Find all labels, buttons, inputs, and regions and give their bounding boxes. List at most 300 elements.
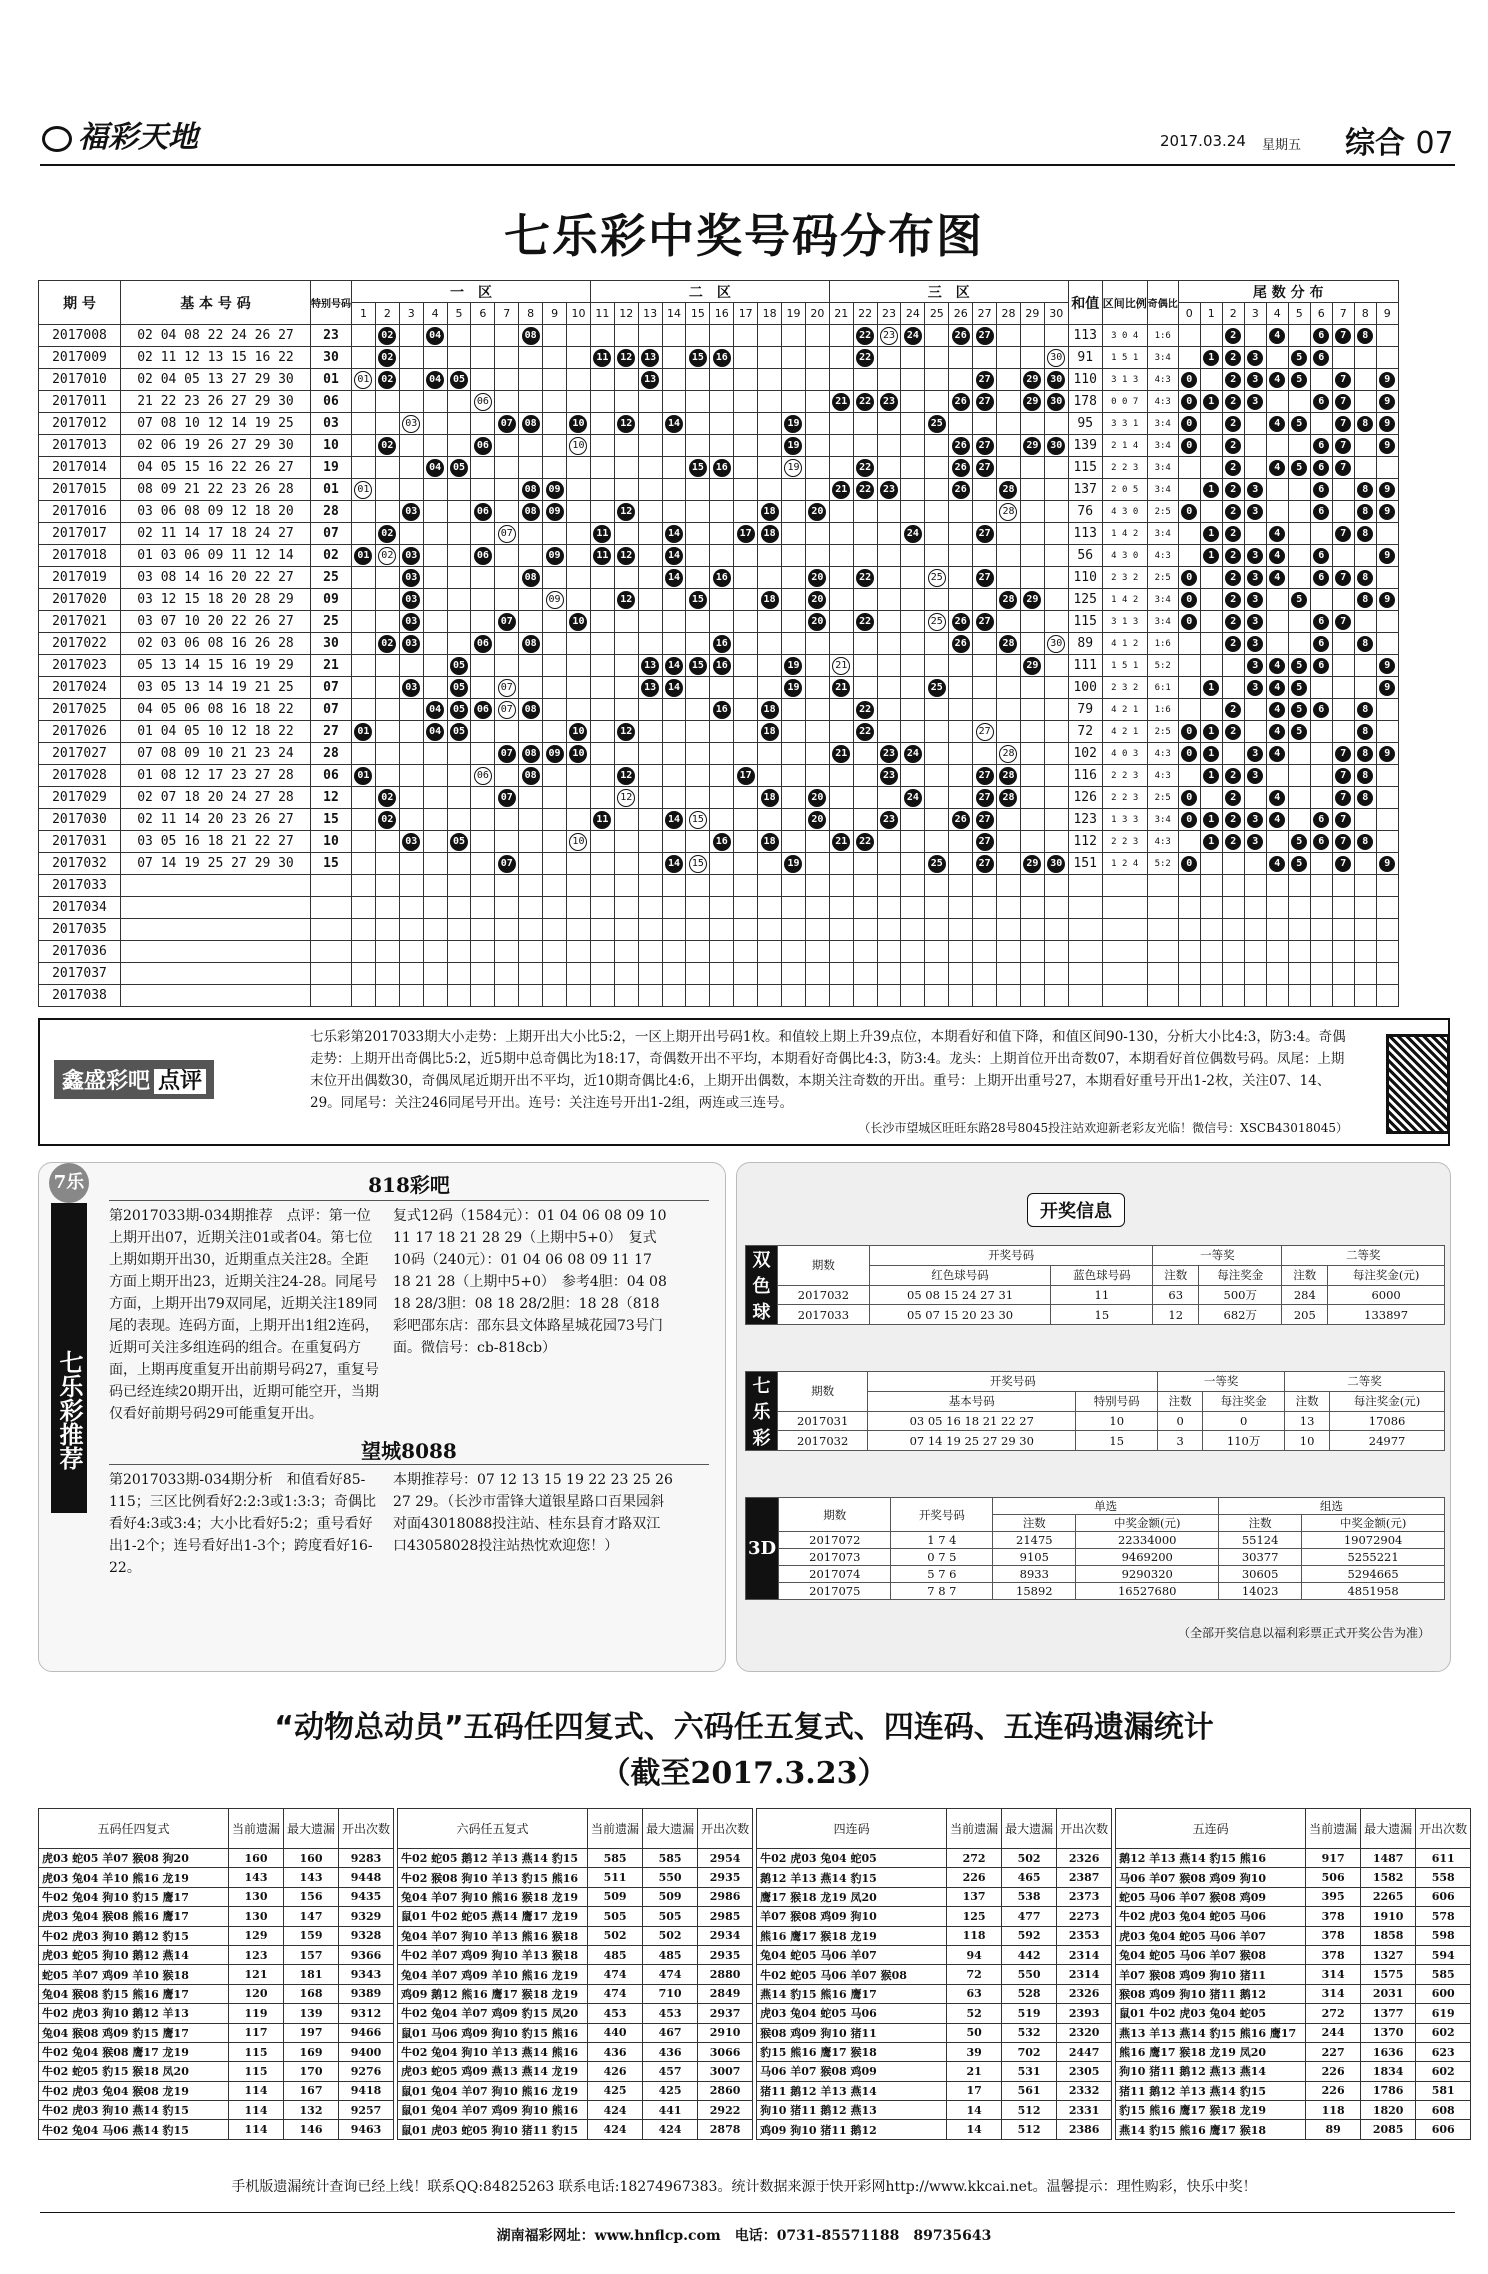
tail-cell xyxy=(1244,325,1266,347)
tail-mark: 3 xyxy=(1247,548,1263,564)
stat-value: 156 xyxy=(284,1887,339,1906)
ratio-cell xyxy=(1102,875,1147,897)
oe-cell: 3:4 xyxy=(1147,611,1178,633)
num-cell xyxy=(901,743,925,765)
prize-cell: 15892 xyxy=(993,1583,1076,1600)
prize-cell: 9290320 xyxy=(1076,1566,1219,1583)
num-cell xyxy=(447,699,471,721)
num-cell xyxy=(877,589,901,611)
stat-value: 9448 xyxy=(339,1868,394,1887)
num-cell xyxy=(567,391,591,413)
drawn-ball: 05 xyxy=(450,371,468,389)
tail-mark: 8 xyxy=(1357,328,1373,344)
num-cell xyxy=(734,655,758,677)
tail-cell xyxy=(1332,655,1354,677)
special-cell: 28 xyxy=(311,501,352,523)
num-cell xyxy=(734,853,758,875)
num-cell xyxy=(877,611,901,633)
table-row xyxy=(39,2042,1471,2061)
tail-cell xyxy=(1200,787,1222,809)
sum-cell xyxy=(1068,941,1102,963)
num-header: 3 xyxy=(399,303,423,325)
drawn-ball: 24 xyxy=(904,525,922,543)
tail-mark: 7 xyxy=(1335,394,1351,410)
tail-mark: 0 xyxy=(1181,372,1197,388)
num-cell xyxy=(734,787,758,809)
col-zone-ratio: 区间比例 xyxy=(1102,281,1147,325)
num-cell xyxy=(352,941,376,963)
stat-value: 2935 xyxy=(698,1868,753,1887)
num-cell xyxy=(710,611,734,633)
num-cell xyxy=(471,457,495,479)
drawn-ball: 14 xyxy=(665,547,683,565)
sum-cell: 151 xyxy=(1068,853,1102,875)
drawn-ball: 12 xyxy=(617,349,635,367)
num-cell xyxy=(399,985,423,1007)
numbers-cell: 02 04 08 22 24 26 27 xyxy=(121,325,311,347)
stat-value: 9257 xyxy=(339,2101,394,2120)
stat-combo: 牛02 虎03 狗10 鹅12 羊13 xyxy=(39,2004,229,2023)
tail-cell xyxy=(1288,545,1310,567)
special-cell: 23 xyxy=(311,325,352,347)
stat-value: 2085 xyxy=(1361,2120,1416,2139)
tail-cell xyxy=(1178,963,1200,985)
stat-value: 585 xyxy=(1416,1965,1471,1984)
tail-cell xyxy=(1354,853,1376,875)
num-cell xyxy=(829,985,853,1007)
num-cell xyxy=(949,611,973,633)
drawn-ball: 04 xyxy=(426,327,444,345)
num-cell xyxy=(925,479,949,501)
num-cell xyxy=(734,545,758,567)
tail-cell xyxy=(1244,479,1266,501)
num-cell xyxy=(949,875,973,897)
tail-mark: 6 xyxy=(1313,548,1329,564)
stat-combo: 兔04 蛇05 马06 羊07 xyxy=(757,1945,947,1964)
drawn-ball: 16 xyxy=(713,349,731,367)
num-cell xyxy=(1020,699,1044,721)
tail-cell xyxy=(1332,523,1354,545)
num-cell xyxy=(352,545,376,567)
num-header: 17 xyxy=(734,303,758,325)
tail-cell xyxy=(1376,875,1398,897)
num-cell xyxy=(829,611,853,633)
stat-value: 21 xyxy=(947,2062,1002,2081)
drawn-ball: 10 xyxy=(569,613,587,631)
num-cell xyxy=(399,347,423,369)
stat-combo: 马06 羊07 猴08 鸡09 xyxy=(757,2062,947,2081)
num-cell xyxy=(447,567,471,589)
num-cell xyxy=(447,611,471,633)
tail-cell xyxy=(1178,633,1200,655)
num-cell xyxy=(877,413,901,435)
num-cell xyxy=(662,435,686,457)
tail-cell xyxy=(1354,611,1376,633)
drawn-ball: 30 xyxy=(1047,371,1065,389)
stat-col-head: 开出次数 xyxy=(1057,1809,1112,1849)
num-cell xyxy=(590,523,614,545)
drawn-ball: 22 xyxy=(856,833,874,851)
tail-cell xyxy=(1266,831,1288,853)
num-cell xyxy=(375,523,399,545)
num-cell xyxy=(901,589,925,611)
num-cell xyxy=(758,831,782,853)
tail-cell xyxy=(1244,963,1266,985)
num-cell xyxy=(925,611,949,633)
prize-cell: 2017074 xyxy=(779,1566,891,1583)
num-cell xyxy=(805,743,829,765)
drawn-ball: 23 xyxy=(880,811,898,829)
tail-cell xyxy=(1266,567,1288,589)
period-cell: 2017036 xyxy=(39,941,121,963)
stat-col-name: 五码任四复式 xyxy=(39,1809,229,1849)
num-cell xyxy=(471,655,495,677)
num-cell xyxy=(662,721,686,743)
tail-cell xyxy=(1376,699,1398,721)
num-cell xyxy=(901,985,925,1007)
stat-value: 9366 xyxy=(339,1945,394,1964)
num-cell xyxy=(567,435,591,457)
prize-head: 开奖号码 xyxy=(891,1498,993,1532)
num-cell xyxy=(997,413,1021,435)
num-cell xyxy=(734,457,758,479)
num-cell xyxy=(614,391,638,413)
prize-cell: 5 7 6 xyxy=(891,1566,993,1583)
tail-cell xyxy=(1244,435,1266,457)
tail-cell xyxy=(1288,787,1310,809)
num-cell xyxy=(997,743,1021,765)
tail-cell xyxy=(1200,347,1222,369)
ratio-cell: 1 5 1 xyxy=(1102,655,1147,677)
prize-cell: 22334000 xyxy=(1076,1532,1219,1549)
tail-cell xyxy=(1332,721,1354,743)
num-cell xyxy=(447,831,471,853)
num-cell xyxy=(782,545,806,567)
num-cell xyxy=(1044,501,1068,523)
period-cell: 2017015 xyxy=(39,479,121,501)
numbers-cell: 04 05 06 08 16 18 22 xyxy=(121,699,311,721)
prize-head: 每注奖金(元) xyxy=(1330,1391,1445,1411)
num-cell xyxy=(590,413,614,435)
stat-value: 2305 xyxy=(1057,2062,1112,2081)
num-cell xyxy=(853,765,877,787)
drawn-ball: 26 xyxy=(952,327,970,345)
prize-note: （全部开奖信息以福利彩票正式开奖公告为准） xyxy=(1177,1626,1430,1640)
drawn-ball: 29 xyxy=(1023,591,1041,609)
num-cell xyxy=(662,501,686,523)
num-cell xyxy=(614,567,638,589)
prize-head: 注数 xyxy=(1285,1391,1330,1411)
num-cell xyxy=(973,545,997,567)
tail-cell xyxy=(1244,633,1266,655)
prize-head: 二等奖 xyxy=(1282,1246,1445,1266)
tail-cell xyxy=(1222,853,1244,875)
numbers-cell: 04 05 15 16 22 26 27 xyxy=(121,457,311,479)
num-cell xyxy=(877,765,901,787)
num-cell xyxy=(877,919,901,941)
tail-cell xyxy=(1266,809,1288,831)
stat-combo: 燕14 豹15 熊16 鹰17 xyxy=(757,1984,947,2003)
num-cell xyxy=(375,677,399,699)
num-cell xyxy=(399,325,423,347)
tail-mark: 7 xyxy=(1335,416,1351,432)
tail-cell xyxy=(1310,963,1332,985)
num-cell xyxy=(949,809,973,831)
num-header: 21 xyxy=(829,303,853,325)
tail-mark: 4 xyxy=(1269,328,1285,344)
num-cell xyxy=(949,391,973,413)
num-cell xyxy=(901,501,925,523)
stat-value: 114 xyxy=(229,2081,284,2100)
num-cell xyxy=(662,677,686,699)
tail-cell xyxy=(1332,369,1354,391)
stat-value: 538 xyxy=(1002,1887,1057,1906)
ratio-cell: 4 2 1 xyxy=(1102,721,1147,743)
num-cell xyxy=(973,479,997,501)
num-cell xyxy=(519,963,543,985)
num-cell xyxy=(758,677,782,699)
tail-cell xyxy=(1332,391,1354,413)
num-cell xyxy=(901,853,925,875)
tail-cell xyxy=(1310,347,1332,369)
num-cell xyxy=(1044,875,1068,897)
num-cell xyxy=(973,787,997,809)
num-cell xyxy=(375,413,399,435)
num-cell xyxy=(495,435,519,457)
stat-value: 169 xyxy=(284,2042,339,2061)
num-cell xyxy=(1020,787,1044,809)
num-cell xyxy=(375,721,399,743)
tail-cell xyxy=(1178,589,1200,611)
stat-subtitle: （截至2017.3.23） xyxy=(600,1756,888,1791)
stat-value: 114 xyxy=(229,2101,284,2120)
stat-value: 14 xyxy=(947,2101,1002,2120)
num-cell xyxy=(375,435,399,457)
drawn-ball: 20 xyxy=(808,503,826,521)
num-header: 24 xyxy=(901,303,925,325)
num-cell xyxy=(782,699,806,721)
tail-cell xyxy=(1178,501,1200,523)
num-cell xyxy=(829,853,853,875)
col-zone2: 二 区 xyxy=(590,281,829,303)
num-cell xyxy=(471,677,495,699)
tail-cell xyxy=(1178,457,1200,479)
num-cell xyxy=(1044,633,1068,655)
drawn-ball: 07 xyxy=(498,415,516,433)
num-cell xyxy=(949,831,973,853)
num-cell xyxy=(543,985,567,1007)
table-row xyxy=(39,2081,1471,2100)
num-cell xyxy=(519,919,543,941)
tail-mark: 8 xyxy=(1357,592,1373,608)
num-cell xyxy=(877,369,901,391)
num-cell xyxy=(423,611,447,633)
num-cell xyxy=(447,523,471,545)
special-cell: 21 xyxy=(311,655,352,677)
stat-combo: 牛02 猴08 狗10 羊13 豹15 熊16 xyxy=(398,1868,588,1887)
tail-cell xyxy=(1332,479,1354,501)
drawn-ball: 08 xyxy=(522,569,540,587)
tail-cell xyxy=(1244,743,1266,765)
num-cell xyxy=(662,413,686,435)
num-cell xyxy=(973,325,997,347)
table-row xyxy=(39,831,1399,853)
num-cell xyxy=(399,765,423,787)
num-cell xyxy=(567,809,591,831)
drawn-ball: 15 xyxy=(689,591,707,609)
num-cell xyxy=(590,369,614,391)
stat-value: 710 xyxy=(643,1984,698,2003)
ratio-cell: 2 2 3 xyxy=(1102,457,1147,479)
num-cell xyxy=(829,765,853,787)
prize-head: 注数 xyxy=(1158,1391,1203,1411)
tail-cell xyxy=(1332,589,1354,611)
stat-value: 424 xyxy=(588,2120,643,2139)
num-cell xyxy=(901,787,925,809)
stat-value: 600 xyxy=(1416,1984,1471,2003)
tail-cell xyxy=(1332,567,1354,589)
num-cell xyxy=(805,435,829,457)
num-cell xyxy=(853,325,877,347)
tail-cell xyxy=(1222,611,1244,633)
tail-cell xyxy=(1222,875,1244,897)
num-cell xyxy=(495,897,519,919)
num-cell xyxy=(877,941,901,963)
num-cell xyxy=(853,391,877,413)
special-cell: 25 xyxy=(311,567,352,589)
stat-value: 2935 xyxy=(698,1945,753,1964)
num-cell xyxy=(686,765,710,787)
num-cell xyxy=(901,919,925,941)
num-cell xyxy=(782,523,806,545)
tail-cell xyxy=(1266,985,1288,1007)
prize-head: 开奖号码 xyxy=(868,1372,1158,1392)
oe-cell: 3:4 xyxy=(1147,457,1178,479)
num-cell xyxy=(686,875,710,897)
table-row xyxy=(39,1945,1471,1964)
tail-mark: 8 xyxy=(1357,416,1373,432)
num-cell xyxy=(567,853,591,875)
prize-cell: 63 xyxy=(1153,1285,1199,1305)
tail-cell xyxy=(1376,501,1398,523)
sum-cell xyxy=(1068,897,1102,919)
tail-cell xyxy=(1200,809,1222,831)
stat-value: 592 xyxy=(1002,1926,1057,1945)
num-cell xyxy=(925,831,949,853)
stat-value: 436 xyxy=(588,2042,643,2061)
num-cell xyxy=(352,743,376,765)
sum-cell: 100 xyxy=(1068,677,1102,699)
ratio-cell: 4 2 1 xyxy=(1102,699,1147,721)
num-cell xyxy=(352,721,376,743)
tail-cell xyxy=(1266,963,1288,985)
table-row xyxy=(39,941,1399,963)
drawn-ball: 03 xyxy=(402,569,420,587)
num-cell xyxy=(567,347,591,369)
num-cell xyxy=(734,831,758,853)
num-cell xyxy=(734,985,758,1007)
num-cell xyxy=(997,479,1021,501)
prize-cell: 12 xyxy=(1153,1305,1199,1325)
tail-mark: 6 xyxy=(1313,570,1329,586)
num-cell xyxy=(352,435,376,457)
tail-mark: 3 xyxy=(1247,658,1263,674)
tail-cell xyxy=(1200,699,1222,721)
num-cell xyxy=(853,677,877,699)
num-cell xyxy=(782,985,806,1007)
oe-cell xyxy=(1147,919,1178,941)
table-row xyxy=(39,853,1399,875)
num-cell xyxy=(758,897,782,919)
num-cell xyxy=(1044,765,1068,787)
stat-value: 2273 xyxy=(1057,1907,1112,1926)
tail-cell xyxy=(1332,787,1354,809)
num-cell xyxy=(1020,831,1044,853)
numbers-cell: 03 08 14 16 20 22 27 xyxy=(121,567,311,589)
stat-combo: 燕14 豹15 熊16 鹰17 猴18 xyxy=(1116,2120,1306,2139)
num-cell xyxy=(997,457,1021,479)
drawn-ball: 22 xyxy=(856,569,874,587)
drawn-ball: 11 xyxy=(593,525,611,543)
prize-cell: 05 08 15 24 27 31 xyxy=(869,1285,1050,1305)
num-cell xyxy=(877,699,901,721)
num-cell xyxy=(925,435,949,457)
num-cell xyxy=(543,611,567,633)
table-row xyxy=(39,963,1399,985)
num-cell xyxy=(543,567,567,589)
table-row xyxy=(39,501,1399,523)
num-cell xyxy=(519,545,543,567)
drawn-ball: 04 xyxy=(426,371,444,389)
num-cell xyxy=(447,325,471,347)
num-cell xyxy=(567,567,591,589)
drawn-ball: 10 xyxy=(569,415,587,433)
tail-cell xyxy=(1288,501,1310,523)
tail-cell xyxy=(1266,435,1288,457)
num-cell xyxy=(519,655,543,677)
oe-cell: 3:4 xyxy=(1147,479,1178,501)
table-row xyxy=(39,1907,1471,1926)
prize-head: 特别号码 xyxy=(1076,1391,1158,1411)
num-cell xyxy=(614,699,638,721)
tail-cell xyxy=(1332,765,1354,787)
num-cell xyxy=(495,677,519,699)
num-cell xyxy=(1044,721,1068,743)
tail-cell xyxy=(1288,391,1310,413)
prize-head: 每注奖金 xyxy=(1199,1265,1282,1285)
num-cell xyxy=(638,875,662,897)
num-cell xyxy=(805,831,829,853)
drawn-ball: 18 xyxy=(761,723,779,741)
stat-value: 159 xyxy=(284,1926,339,1945)
tail-cell xyxy=(1376,633,1398,655)
tail-cell xyxy=(1288,831,1310,853)
tail-cell xyxy=(1354,985,1376,1007)
num-cell xyxy=(567,831,591,853)
drawn-ball: 01 xyxy=(354,723,372,741)
num-cell xyxy=(853,963,877,985)
num-cell xyxy=(590,391,614,413)
num-cell xyxy=(495,963,519,985)
num-cell xyxy=(399,853,423,875)
tail-cell xyxy=(1376,809,1398,831)
stat-value: 272 xyxy=(947,1849,1002,1868)
num-cell xyxy=(423,369,447,391)
num-header: 6 xyxy=(471,303,495,325)
num-cell xyxy=(543,457,567,479)
num-cell xyxy=(782,765,806,787)
stat-value: 9418 xyxy=(339,2081,394,2100)
